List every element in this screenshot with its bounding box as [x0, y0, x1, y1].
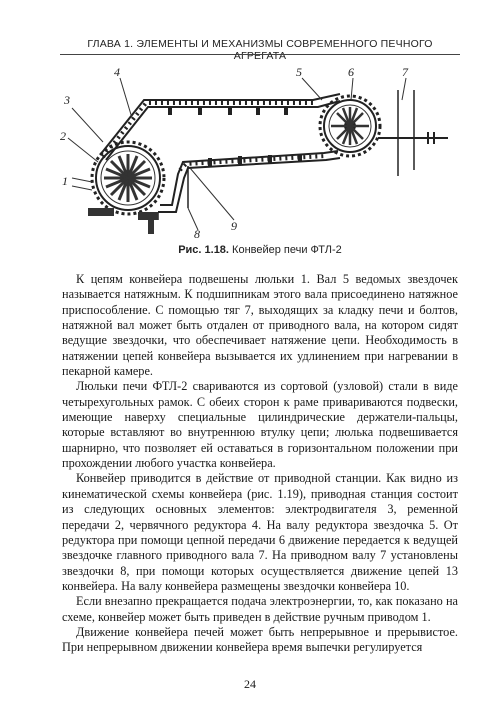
callout-6: 6: [348, 65, 354, 79]
callout-7: 7: [402, 65, 408, 79]
header-rule: [60, 54, 460, 55]
paragraph: Если внезапно прекращается подача электроэнергии, то, как показано на схеме, конвейер может быть приведен в действие ручным приводом 1.: [62, 594, 458, 624]
callout-3: 3: [64, 93, 70, 107]
callout-5: 5: [296, 65, 302, 79]
paragraph: Люльки печи ФТЛ-2 свариваются из сортовой (узловой) стали в виде четырехугольных рамок. С обеих сторон к раме привариваются подвески, имеющие наверху специальные цилиндрические держатели-пальцы, которые вставляют во внутреннюю втулку цепи; люлька подвешивается шарнирно, что позволяет ей оставаться в горизонтальном положении при прохождении любого участка конвейера.: [62, 379, 458, 471]
paragraph: Конвейер приводится в действие от приводной станции. Как видно из кинематической схемы конвейера (рис. 1.19), приводная станция состоит из следующих основных элементов: электродвигателя 3, ременной передачи 2, червячного редуктора 4. На валу редуктора звездочка 5. От редуктора при помощи цепной передачи 6 движение передается к ведущей звездочке главного приводного вала 7. На приводном валу 7 установлены звездочки 8, при помощи которых осуществляется движение цепей 13 конвейера. На валу конвейера размещены звездочки конвейера 10.: [62, 471, 458, 593]
callout-2: 2: [60, 129, 66, 143]
figure-title: Конвейер печи ФТЛ-2: [232, 244, 342, 256]
page-number: 24: [244, 677, 256, 691]
paragraph: К цепям конвейера подвешены люльки 1. Вал 5 ведомых звездочек называется натяжным. К подшипникам этого вала присоединено натяжное приспособление. С помощью тяг 7, выходящих за кладку печи и болтов, натяжной вал может быть отдален от приводного вала, на котором сидят ведущие звездочки, что обеспечивает натяжение цепи. Необходимость в натяжении цепей конвейера вызывается их удлинением при нагревании в пекарной камере.: [62, 272, 458, 379]
callout-8: 8: [194, 227, 200, 238]
figure-label: Рис. 1.18.: [178, 244, 229, 256]
callout-9: 9: [231, 219, 237, 233]
callout-4: 4: [114, 65, 120, 79]
conveyor-figure: [48, 60, 460, 238]
callout-1: 1: [62, 174, 68, 188]
figure-caption: [60, 244, 460, 256]
paragraph: Движение конвейера печей может быть непрерывное и прерывистое. При непрерывном движении конвейера время выпечки регулируется: [62, 624, 458, 655]
running-header: ГЛАВА 1. ЭЛЕМЕНТЫ И МЕХАНИЗМЫ СОВРЕМЕННОГО ПЕЧНОГО АГРЕГАТА: [87, 38, 433, 62]
body-text: [62, 272, 458, 656]
